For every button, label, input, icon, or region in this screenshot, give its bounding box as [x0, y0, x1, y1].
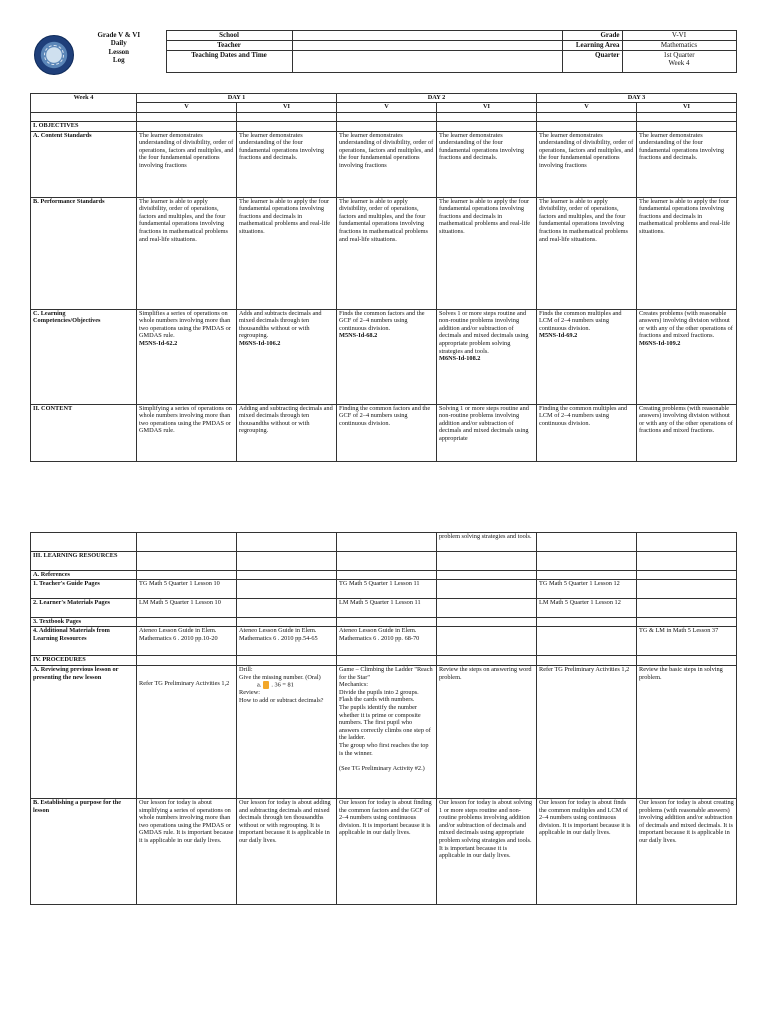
references-label: A. References — [31, 571, 137, 580]
lm-pages-cell: LM Math 5 Quarter 1 Lesson 10 — [137, 599, 237, 618]
grade-v-header: V — [337, 102, 437, 112]
content-standard-cell: The learner demonstrates understanding of divisibility, order of operations, factors and multiples, and the four fundamental operations involving fractions — [137, 131, 237, 197]
grade-vi-header: VI — [637, 102, 737, 112]
tg-pages-cell: TG Math 5 Quarter 1 Lesson 10 — [137, 580, 237, 599]
content-cell: Solving 1 or more steps routine and non-routine problems involving addition and/or subtraction of decimals and mixed decimals using appropriate — [437, 404, 537, 461]
performance-standard-cell: The learner is able to apply divisibility, order of operations, factors and multiples, and the four fundamental operations involving fractions in mathematical problems and real-life situations. — [337, 197, 437, 309]
dll-table-part-2 — [30, 532, 737, 905]
grade-v-header: V — [137, 102, 237, 112]
title-line-2: Daily — [110, 39, 127, 47]
content-standard-cell: The learner demonstrates understanding of the four fundamental operations involving fractions and decimals. — [237, 131, 337, 197]
learners-materials-label: 2. Learner's Materials Pages — [31, 599, 137, 618]
quarter-value: 1st Quarter — [663, 51, 695, 59]
title-line-4: Log — [112, 56, 125, 64]
objectives-heading: I. OBJECTIVES — [31, 121, 137, 131]
content-standard-cell: The learner demonstrates understanding of the four fundamental operations involving fractions and decimals. — [637, 131, 737, 197]
grade-value: V-VI — [622, 31, 736, 41]
title-line-3: Lesson — [108, 47, 130, 56]
performance-standard-cell: The learner is able to apply divisibility, order of operations, factors and multiples, and the four fundamental operations involving fractions in mathematical problems and real-life situations. — [537, 197, 637, 309]
equation-text: . 36 = 81 — [271, 681, 294, 689]
grade-vi-header: VI — [237, 102, 337, 112]
competency-code: M6NS-Id-106.2 — [239, 339, 281, 347]
purpose-cell: Our lesson for today is about creating problems (with reasonable answers) involving addition and/or subtraction of decimals and mixed decimals. It is important because it is applicable in our daily lives. — [637, 799, 737, 905]
competency-cell — [237, 309, 337, 404]
learning-area-label: Learning Area — [562, 41, 622, 51]
competency-text: Adds and subtracts decimals and mixed decimals through ten thousandths without or with regrouping. — [239, 309, 322, 340]
performance-standard-cell: The learner is able to apply divisibility, order of operations, factors and multiples, and the four fundamental operations involving fractions in mathematical problems and real-life situations. — [137, 197, 237, 309]
competency-cell — [537, 309, 637, 404]
week-header: Week 4 — [31, 94, 137, 113]
header-table — [30, 30, 737, 73]
lm-pages-cell: LM Math 5 Quarter 1 Lesson 11 — [337, 599, 437, 618]
placeholder-box-icon — [263, 681, 269, 689]
performance-standard-cell: The learner is able to apply the four fundamental operations involving fractions and decimals in mathematical problems and real-life situations. — [437, 197, 537, 309]
school-label: School — [166, 31, 292, 41]
competency-code: M6NS-Id-108.2 — [439, 355, 481, 363]
drill-text: Drill: Give the missing number. (Oral) — [239, 666, 321, 681]
purpose-cell: Our lesson for today is about adding and subtracting decimals and mixed decimals through ten thousandths without or with regrouping. It is important because it is applicable in our daily lives. — [237, 799, 337, 905]
content-cell-continued: problem solving strategies and tools. — [437, 533, 537, 552]
content-standards-label: A. Content Standards — [31, 131, 137, 197]
reviewing-cell: Game – Climbing the Ladder "Reach for the Star" Mechanics: Divide the pupils into 2 groups. Flash the cards with numbers. The pupils identify the number whether it is prime or composite numbers. The first pupil who answers correctly climbs one step of the ladder. The group who first reaches the top is the winner. (See TG Preliminary Activity #2.) — [337, 666, 437, 799]
competency-text: Creates problems (with reasonable answers) involving division without or with any of the other operations of fractions and mixed fractions. — [639, 309, 733, 340]
day3-header: DAY 3 — [537, 94, 737, 103]
item-letter: a. — [257, 681, 262, 689]
procedures-heading: IV. PROCEDURES — [31, 656, 137, 666]
competency-code: M5NS-Id-68.2 — [339, 332, 378, 340]
purpose-label: B. Establishing a purpose for the lesson — [31, 799, 137, 905]
textbook-pages-label: 3. Textbook Pages — [31, 618, 137, 627]
day2-header: DAY 2 — [337, 94, 537, 103]
lm-pages-cell: LM Math 5 Quarter 1 Lesson 12 — [537, 599, 637, 618]
content-cell: Creating problems (with reasonable answers) involving division without or with any of the other operations of fractions and mixed fractions. — [637, 404, 737, 461]
title-line-1: Grade V & VI — [97, 30, 141, 39]
reviewing-label: A. Reviewing previous lesson or presenting the new lesson — [31, 666, 137, 799]
purpose-cell: Our lesson for today is about simplifying a series of operations on whole numbers involving more than two operations using the PMDAS or GMDAS rule. It is important because it is applicable in our daily lives. — [137, 799, 237, 905]
additional-materials-cell: Ateneo Lesson Guide in Elem. Mathematics 6 . 2010 pp.10-20 — [137, 627, 237, 656]
reviewing-cell: Refer TG Preliminary Activities 1,2 — [537, 666, 637, 799]
grade-label: Grade — [562, 31, 622, 41]
competency-cell — [637, 309, 737, 404]
dll-table-part-1 — [30, 93, 737, 462]
additional-materials-cell: TG & LM in Math 5 Lesson 37 — [637, 627, 737, 656]
competency-text: Simplifies a series of operations on whole numbers involving more than two operations using the PMDAS or GMDAS rule. — [139, 309, 231, 340]
additional-materials-label: 4. Additional Materials from Learning Resources — [31, 627, 137, 656]
competency-code: M5NS-Id-69.2 — [539, 332, 578, 340]
content-cell: Simplifying a series of operations on whole numbers involving more than two operations using the PMDAS or GMDAS rule. — [137, 404, 237, 461]
content-heading: II. CONTENT — [31, 404, 137, 461]
school-field[interactable] — [292, 31, 562, 41]
learning-area-value: Mathematics — [622, 41, 736, 51]
review-text: Review: How to add or subtract decimals? — [239, 689, 324, 704]
purpose-cell: Our lesson for today is about finding the common factors and the GCF of 2–4 numbers using continuous division. It is important because it is applicable in our daily lives. — [337, 799, 437, 905]
teacher-label: Teacher — [166, 41, 292, 51]
reviewing-cell: Refer TG Preliminary Activities 1,2 — [139, 680, 230, 687]
competencies-label: C. Learning Competencies/Objectives — [31, 309, 137, 404]
content-standard-cell: The learner demonstrates understanding of divisibility, order of operations, factors and multiples, and the four fundamental operations involving fractions — [537, 131, 637, 197]
tg-pages-cell: TG Math 5 Quarter 1 Lesson 11 — [337, 580, 437, 599]
purpose-cell: Our lesson for today is about solving 1 or more steps routine and non-routine problems involving addition and/or subtraction of decimals and mixed decimals using appropriate problem solving strategies and tools. It is important because it is applicable in our daily lives. — [437, 799, 537, 905]
competency-code: M5NS-Id-62.2 — [139, 339, 178, 347]
day1-header: DAY 1 — [137, 94, 337, 103]
teaching-dates-label: Teaching Dates and Time — [166, 51, 292, 73]
purpose-cell: Our lesson for today is about finds the common multiples and LCM of 2–4 numbers using continuous division. It is important because it is applicable in our daily lives. — [537, 799, 637, 905]
teacher-field[interactable] — [292, 41, 562, 51]
additional-materials-cell: Ateneo Lesson Guide in Elem. Mathematics 6 . 2010 pp.54-65 — [237, 627, 337, 656]
learning-resources-heading: III. LEARNING RESOURCES — [31, 552, 137, 571]
competency-text: Solves 1 or more steps routine and non-routine problems involving addition and/or subtraction of decimals and mixed decimals using appropriate problem solving strategies and tools. — [439, 309, 529, 355]
reviewing-cell: Review the steps on answering word problem. — [437, 666, 537, 799]
reviewing-cell: Review the basic steps in solving problem. — [637, 666, 737, 799]
competency-cell — [337, 309, 437, 404]
quarter-label: Quarter — [562, 51, 622, 73]
competency-text: Finds the common multiples and LCM of 2–4 numbers using continuous division. — [539, 309, 622, 332]
week-value: Week 4 — [668, 59, 690, 67]
performance-standard-cell: The learner is able to apply the four fundamental operations involving fractions and decimals in mathematical problems and real-life situations. — [637, 197, 737, 309]
content-standard-cell: The learner demonstrates understanding of the four fundamental operations involving fractions and decimals. — [437, 131, 537, 197]
tg-pages-cell: TG Math 5 Quarter 1 Lesson 12 — [537, 580, 637, 599]
competency-cell — [137, 309, 237, 404]
content-cell: Adding and subtracting decimals and mixed decimals through ten thousandths without or with regrouping. — [237, 404, 337, 461]
content-standard-cell: The learner demonstrates understanding of divisibility, order of operations, factors and multiples, and the four fundamental operations involving fractions — [337, 131, 437, 197]
content-cell: Finding the common factors and the GCF of 2–4 numbers using continuous division. — [337, 404, 437, 461]
performance-standards-label: B. Performance Standards — [31, 197, 137, 309]
performance-standard-cell: The learner is able to apply the four fundamental operations involving fractions and decimals in mathematical problems and real-life situations. — [237, 197, 337, 309]
competency-text: Finds the common factors and the GCF of 2–4 numbers using continuous division. — [339, 309, 425, 332]
additional-materials-cell: Ateneo Lesson Guide in Elem. Mathematics 6 . 2010 pp. 68-70 — [337, 627, 437, 656]
teaching-dates-field[interactable] — [292, 51, 562, 73]
competency-cell — [437, 309, 537, 404]
competency-code: M6NS-Id-109.2 — [639, 339, 681, 347]
teachers-guide-label: 1. Teacher's Guide Pages — [31, 580, 137, 599]
grade-vi-header: VI — [437, 102, 537, 112]
grade-v-header: V — [537, 102, 637, 112]
content-cell: Finding the common multiples and LCM of 2–4 numbers using continuous division. — [537, 404, 637, 461]
